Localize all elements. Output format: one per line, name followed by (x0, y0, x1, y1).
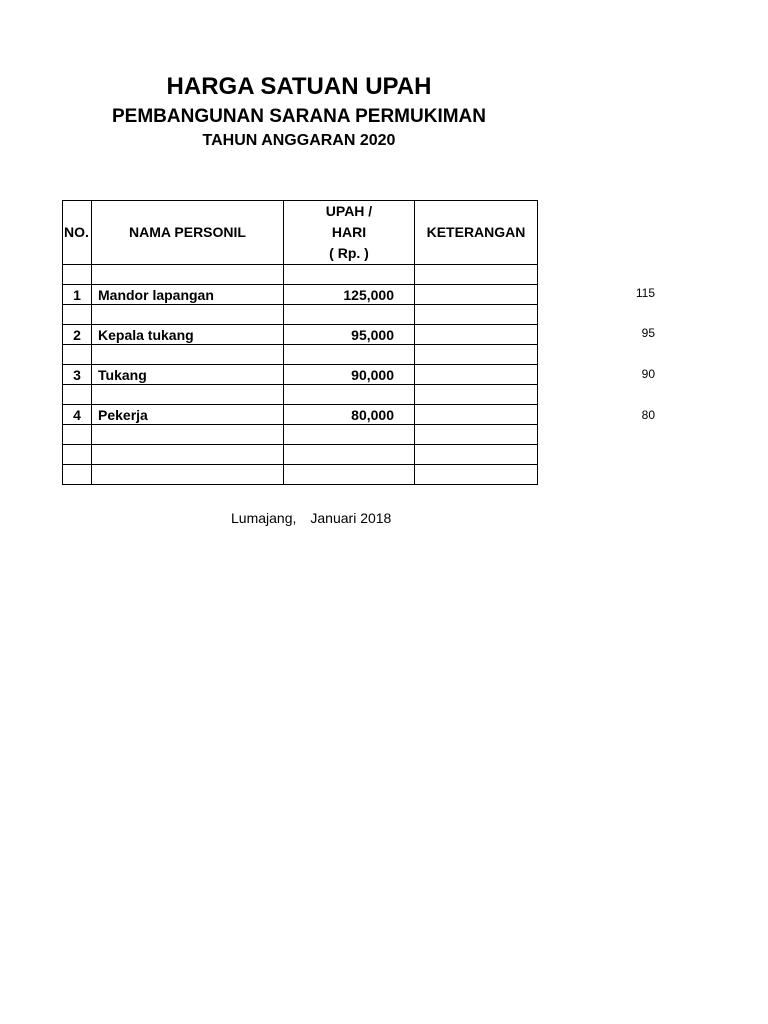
row-keterangan (415, 405, 538, 425)
row-nama: Kepala tukang (92, 325, 284, 345)
row-no: 1 (63, 285, 92, 305)
row-upah: 125,000 (284, 285, 415, 305)
side-value: 80 (641, 408, 655, 422)
header-no: NO. (63, 201, 92, 265)
row-nama: Mandor lapangan (92, 285, 284, 305)
row-upah: 95,000 (284, 325, 415, 345)
table-row (63, 405, 538, 425)
table-row (63, 365, 538, 385)
table-row-empty (63, 465, 538, 485)
header-upah-line2: HARI (331, 224, 367, 240)
table-row-empty (63, 265, 538, 285)
header-nama: NAMA PERSONIL (92, 201, 284, 265)
document-title: HARGA SATUAN UPAH (166, 73, 432, 100)
wage-table (62, 200, 538, 485)
row-upah: 90,000 (284, 365, 415, 385)
table-header-row (63, 201, 538, 265)
side-value: 95 (641, 326, 655, 340)
footer-place: Lumajang, (231, 510, 297, 526)
budget-year: TAHUN ANGGARAN 2020 (202, 132, 396, 149)
row-upah: 80,000 (284, 405, 415, 425)
table-row-empty (63, 305, 538, 325)
header-keterangan: KETERANGAN (415, 201, 538, 265)
row-no: 3 (63, 365, 92, 385)
row-keterangan (415, 285, 538, 305)
table-row (63, 285, 538, 305)
table-row-empty (63, 385, 538, 405)
header-upah-line1: UPAH / (325, 203, 373, 219)
row-nama: Tukang (92, 365, 284, 385)
header-upah (284, 201, 415, 265)
row-no: 4 (63, 405, 92, 425)
table-row (63, 325, 538, 345)
row-keterangan (415, 325, 538, 345)
footer-date: Januari 2018 (310, 510, 392, 526)
row-no: 2 (63, 325, 92, 345)
row-keterangan (415, 365, 538, 385)
row-nama: Pekerja (92, 405, 284, 425)
header-upah-line3: ( Rp. ) (329, 245, 369, 261)
table-row-empty (63, 345, 538, 365)
side-value: 90 (641, 367, 655, 381)
side-value: 115 (635, 286, 655, 300)
signature-place-date (231, 510, 391, 526)
table-row-empty (63, 425, 538, 445)
document-subtitle: PEMBANGUNAN SARANA PERMUKIMAN (111, 106, 487, 127)
table-row-empty (63, 445, 538, 465)
